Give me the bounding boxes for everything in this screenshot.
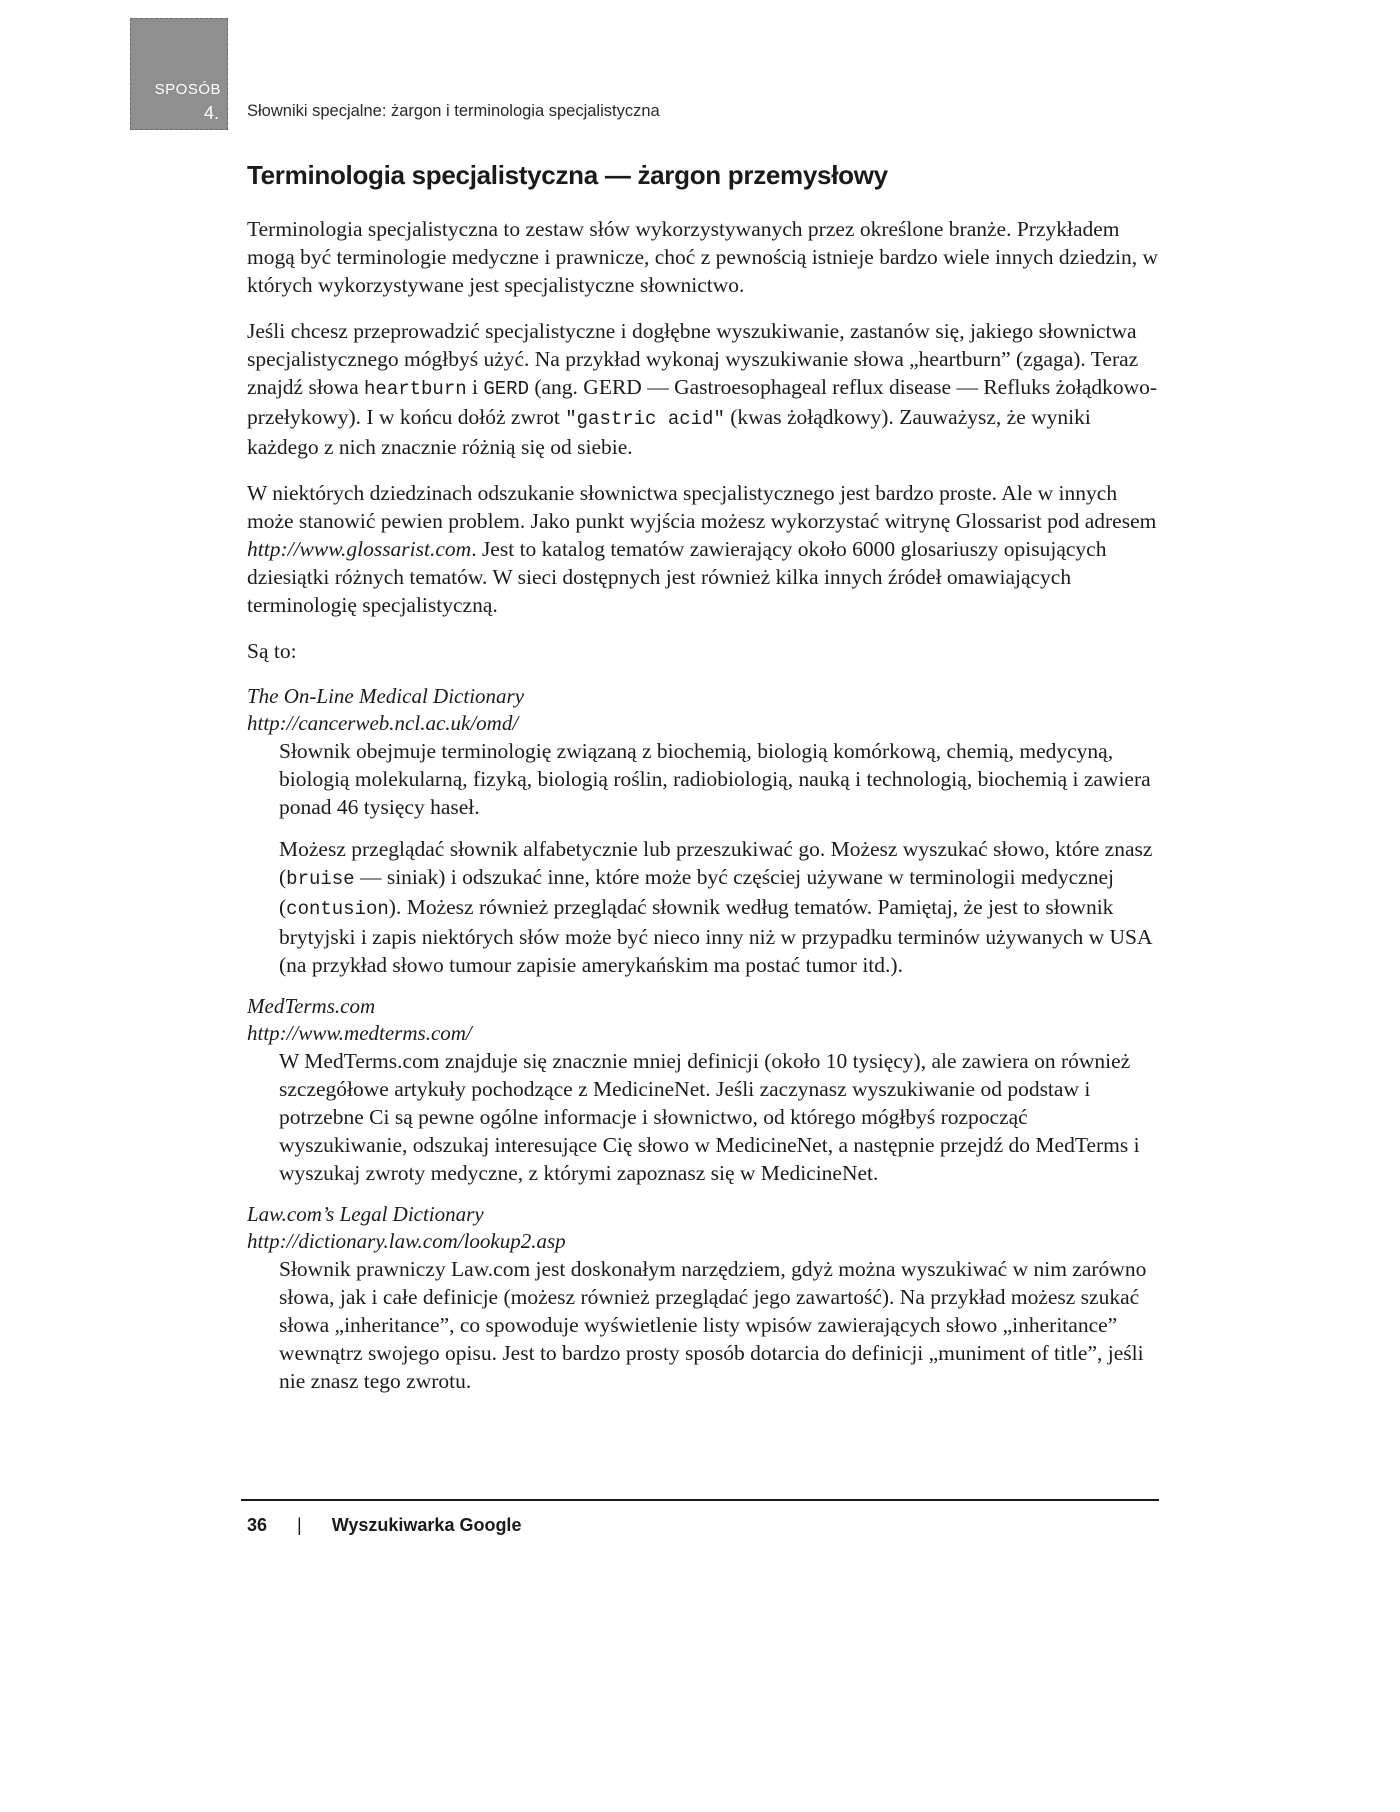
hack-number-tab	[130, 18, 228, 130]
hack-tab-label: SPOSÓB	[154, 81, 221, 98]
paragraph-glossarist	[247, 479, 1159, 619]
entry-title: MedTerms.com	[247, 994, 376, 1018]
paragraph-intro: Terminologia specjalistyczna to zestaw słów wykorzystywanych przez określone branże. Przykładem mogą być terminologie medyczne i prawnicze, choć z pewnością istnieje bardzo wiele innych dziedzin, w których wykorzystywane jest specjalistyczne słownictwo.	[247, 217, 1159, 297]
entry-description	[279, 1047, 1159, 1187]
text-run: (kwas żołądkowy). Zauważysz, że wyniki każdego z nich znacznie różnią się od siebie.	[247, 405, 1091, 459]
entry-paragraph	[279, 835, 1159, 979]
entry-url: http://dictionary.law.com/lookup2.asp	[247, 1229, 566, 1253]
code-heartburn: heartburn	[364, 378, 467, 400]
code-contusion: contusion	[286, 898, 389, 920]
book-title: Wyszukiwarka Google	[331, 1515, 522, 1535]
entry-title: Law.com’s Legal Dictionary	[247, 1202, 484, 1226]
entry-law-legal-dictionary	[247, 1201, 1159, 1395]
entry-online-medical-dictionary	[247, 683, 1159, 979]
page-footer	[247, 1515, 521, 1536]
paragraph-search-example	[247, 317, 1159, 461]
entry-description	[279, 1255, 1159, 1395]
page-number: 36	[247, 1515, 268, 1535]
text-run: Możesz przeglądać słownik alfabetycznie lub przeszukiwać go. Możesz wyszukać słowo, które znasz (	[279, 837, 1153, 889]
entry-paragraph: W MedTerms.com znajduje się znacznie mniej definicji (około 10 tysięcy), ale zawiera on również szczegółowe artykuły pochodzące z MedicineNet. Jeśli zaczynasz wyszukiwanie od podstaw i potrzebne Ci są pewne ogólne informacje i słownictwo, od którego mógłbyś rozpocząć wyszukiwanie, odszukaj interesujące Cię słowo w MedicineNet, a następnie przejdź do MedTerms i wyszukaj zwroty medyczne, z którymi zapoznasz się w MedicineNet.	[279, 1049, 1140, 1185]
entry-paragraph: Słownik obejmuje terminologię związaną z biochemią, biologią komórkową, chemią, medycyną, biologią molekularną, fizyką, biologią roślin, radiobiologią, nauką i technologią, biochemią i zawiera ponad 46 tysięcy haseł.	[279, 739, 1151, 819]
section-title: Terminologia specjalistyczna — żargon przemysłowy	[247, 160, 888, 190]
footer-separator: |	[297, 1515, 302, 1535]
entry-paragraph: Słownik prawniczy Law.com jest doskonałym narzędziem, gdyż można wyszukiwać w nim zarówno słowa, jak i całe definicje (możesz również przeglądać jego zawartość). Na przykład możesz szukać słowa „inheritance”, co spowoduje wyświetlenie listy wpisów zawierających słowo „inheritance” wewnątrz swojego opisu. Jest to bardzo prosty sposób dotarcia do definicji „muniment of title”, jeśli nie znasz tego zwrotu.	[279, 1257, 1147, 1393]
code-gerd: GERD	[483, 378, 529, 400]
text-run: (ang. GERD — Gastroesophageal reflux disease — Refluks żołądkowo-przełykowy). I w końcu dołóż zwrot	[247, 375, 1158, 429]
entry-title: The On-Line Medical Dictionary	[247, 684, 525, 708]
entry-medterms	[247, 993, 1159, 1187]
glossarist-url: http://www.glossarist.com	[247, 537, 472, 561]
paragraph-list-intro: Są to:	[247, 639, 297, 663]
text-run: W niektórych dziedzinach odszukanie słownictwa specjalistycznego jest bardzo proste. Ale w innych może stanowić pewien problem. Jako punkt wyjścia możesz wykorzystać witrynę Glossarist pod adresem	[247, 481, 1157, 533]
code-gastric-acid: "gastric acid"	[565, 408, 725, 430]
text-run: Jeśli chcesz przeprowadzić specjalistyczne i dogłębne wyszukiwanie, zastanów się, jakiego słownictwa specjalistycznego mógłbyś użyć. Na przykład wykonaj wyszukiwanie słowa „heartburn” (zgaga). Teraz znajdź słowa	[247, 319, 1139, 399]
entry-description	[279, 737, 1159, 979]
text-run: ). Możesz również przeglądać słownik według tematów. Pamiętaj, że jest to słownik brytyjski i zapis niektórych słów może być nieco inny niż w przypadku terminów używanych w USA (na przykład słowo tumour zapisie amerykańskim ma postać tumor itd.).	[279, 895, 1152, 977]
footer-divider	[241, 1499, 1159, 1501]
running-header: Słowniki specjalne: żargon i terminologia specjalistyczna	[247, 102, 660, 120]
text-run: . Jest to katalog tematów zawierający około 6000 glosariuszy opisujących dziesiątki różnych tematów. W sieci dostępnych jest również kilka innych źródeł omawiających terminologię specjalistyczną.	[247, 537, 1107, 617]
text-run: i	[466, 375, 484, 399]
page-body	[247, 160, 1159, 1409]
entry-url: http://cancerweb.ncl.ac.uk/omd/	[247, 711, 519, 735]
entry-url: http://www.medterms.com/	[247, 1021, 472, 1045]
code-bruise: bruise	[286, 868, 355, 890]
text-run: — siniak) i odszukać inne, które może być częściej używane w terminologii medycznej (	[279, 865, 1114, 919]
hack-tab-number: 4.	[203, 103, 219, 123]
